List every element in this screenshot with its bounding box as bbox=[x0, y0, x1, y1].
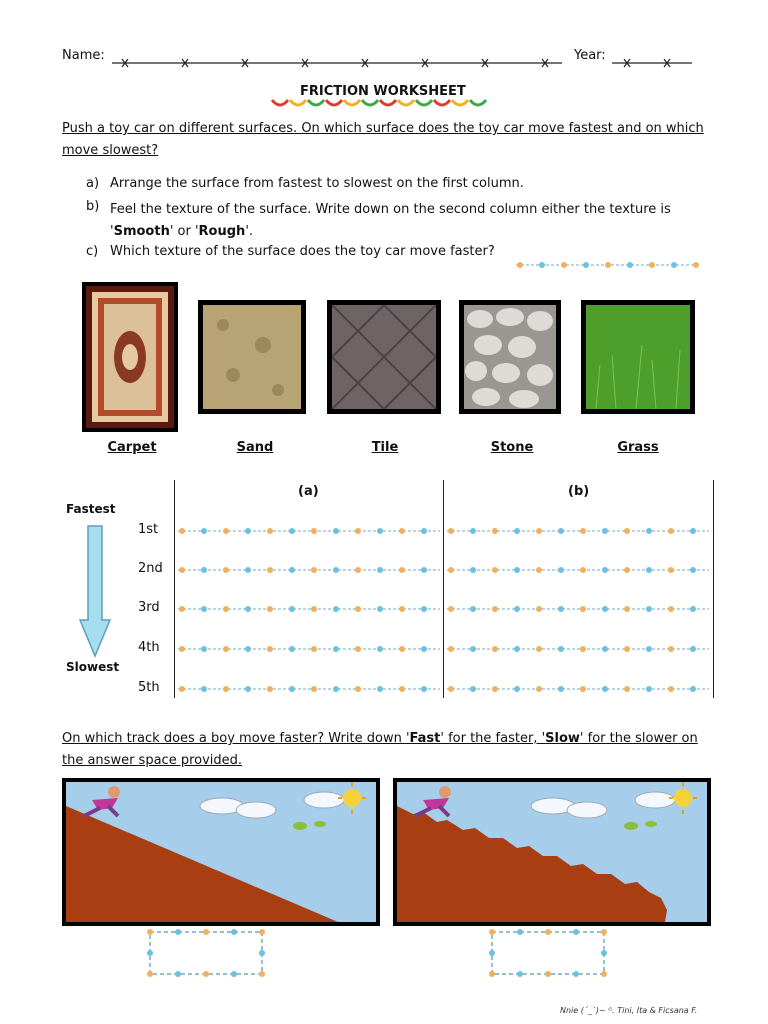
answer-line-a-5th[interactable] bbox=[178, 685, 440, 693]
carpet-label: Carpet bbox=[107, 440, 157, 455]
fast-term: Fast bbox=[409, 731, 441, 746]
rank-5th: 5th bbox=[138, 680, 160, 695]
year-answer-line[interactable] bbox=[612, 58, 692, 68]
rank-4th: 4th bbox=[138, 640, 160, 655]
answer-line-a-1st[interactable] bbox=[178, 527, 440, 535]
instruction-c-text: Which texture of the surface does the toy car move faster? bbox=[110, 244, 495, 259]
stone-label: Stone bbox=[490, 440, 534, 455]
fastest-label: Fastest bbox=[66, 502, 116, 516]
table-left-border bbox=[174, 480, 175, 698]
slowest-label: Slowest bbox=[66, 660, 120, 674]
name-label: Name: bbox=[62, 48, 105, 63]
name-answer-line[interactable] bbox=[112, 58, 562, 68]
track-question: On which track does a boy move faster? Write down 'Fast' for the faster, 'Slow' for the slower on the answer space provided. bbox=[62, 731, 698, 768]
answer-line-a-4th[interactable] bbox=[178, 645, 440, 653]
answer-line-a-3rd[interactable] bbox=[178, 605, 440, 613]
table-middle-border bbox=[443, 480, 444, 698]
rank-2nd: 2nd bbox=[138, 561, 163, 576]
grass-photo bbox=[581, 300, 695, 414]
smooth-term: Smooth bbox=[113, 224, 170, 239]
slow-term: Slow bbox=[545, 731, 580, 746]
carpet-photo bbox=[82, 282, 178, 432]
answer-line-b-3rd[interactable] bbox=[447, 605, 709, 613]
rough-track-answer-box[interactable] bbox=[488, 928, 608, 978]
rough-track-picture bbox=[393, 778, 711, 926]
answer-line-b-4th[interactable] bbox=[447, 645, 709, 653]
instruction-b-marker: b) bbox=[86, 199, 100, 214]
tile-photo bbox=[327, 300, 441, 414]
sand-label: Sand bbox=[236, 440, 274, 455]
answer-c-bead-line[interactable] bbox=[516, 261, 700, 269]
instruction-b-text: Feel the texture of the surface. Write down on the second column either the texture is 'Smooth' or 'Rough'. bbox=[110, 202, 671, 239]
footer-credit: Nnie (´_`)~ ᴳ. Tini, Ita & Ficsana F. bbox=[560, 1006, 698, 1015]
instruction-a-text: Arrange the surface from fastest to slowest on the first column. bbox=[110, 176, 524, 191]
column-a-header: (a) bbox=[298, 484, 319, 499]
answer-line-b-1st[interactable] bbox=[447, 527, 709, 535]
sand-photo bbox=[198, 300, 306, 414]
stone-photo bbox=[459, 300, 561, 414]
worksheet-title: FRICTION WORKSHEET bbox=[300, 84, 466, 99]
answer-line-b-2nd[interactable] bbox=[447, 566, 709, 574]
instruction-a-marker: a) bbox=[86, 176, 100, 191]
intro-question: Push a toy car on different surfaces. On which surface does the toy car move fastest and on which move slowest? bbox=[62, 121, 704, 158]
column-b-header: (b) bbox=[568, 484, 590, 499]
grass-label: Grass bbox=[617, 440, 659, 455]
smooth-track-picture bbox=[62, 778, 380, 926]
rank-3rd: 3rd bbox=[138, 600, 160, 615]
instruction-c-marker: c) bbox=[86, 244, 99, 259]
answer-line-a-2nd[interactable] bbox=[178, 566, 440, 574]
smooth-track-answer-box[interactable] bbox=[146, 928, 266, 978]
down-arrow-icon bbox=[78, 524, 112, 660]
table-right-border bbox=[713, 480, 714, 698]
answer-line-b-5th[interactable] bbox=[447, 685, 709, 693]
rank-1st: 1st bbox=[138, 522, 159, 537]
rough-term: Rough bbox=[198, 224, 246, 239]
title-scallop-decoration bbox=[270, 98, 500, 110]
tile-label: Tile bbox=[371, 440, 399, 455]
year-label: Year: bbox=[574, 48, 606, 63]
